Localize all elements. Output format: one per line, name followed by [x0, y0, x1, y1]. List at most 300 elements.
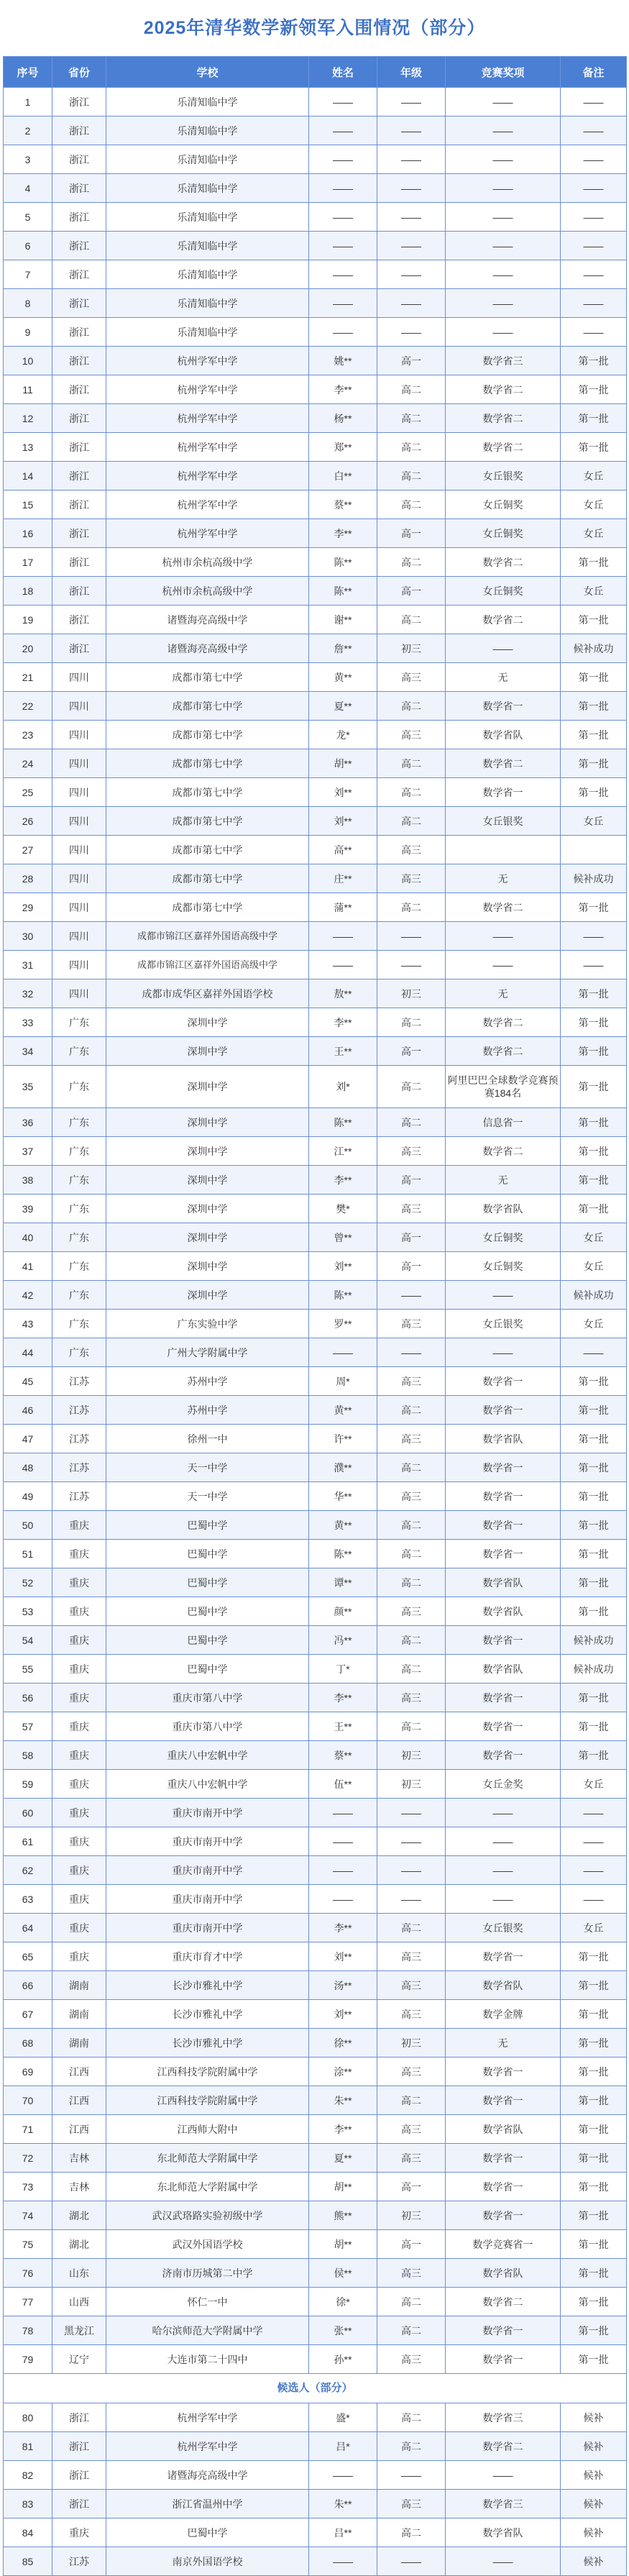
- table-row: [4, 289, 627, 318]
- table-row: [4, 1108, 627, 1137]
- cell-index: 57: [4, 1712, 52, 1741]
- cell-school: 深圳中学: [106, 1195, 309, 1223]
- cell-province: 江西: [52, 2086, 106, 2115]
- cell-school: 杭州学军中学: [106, 2432, 309, 2461]
- cell-grade: 高二: [377, 2316, 446, 2345]
- cell-school: 成都市第七中学: [106, 692, 309, 721]
- cell-school: 重庆市南开中学: [106, 1914, 309, 1942]
- cell-grade: 高二: [377, 462, 446, 490]
- cell-award: 数学省一: [446, 1540, 561, 1568]
- cell-award: 数学省一: [446, 1453, 561, 1482]
- cell-school: 深圳中学: [106, 1137, 309, 1166]
- cell-note: 第一批: [561, 1367, 627, 1396]
- cell-grade: 高三: [377, 2345, 446, 2374]
- cell-province: 广东: [52, 1338, 106, 1367]
- cell-index: 11: [4, 375, 52, 404]
- table-row: [4, 1799, 627, 1827]
- cell-province: 四川: [52, 778, 106, 807]
- table-row: [4, 692, 627, 721]
- cell-index: 85: [4, 2547, 52, 2576]
- cell-grade: 初三: [377, 979, 446, 1008]
- cell-grade: 高三: [377, 2144, 446, 2173]
- cell-grade: ——: [377, 2547, 446, 2576]
- cell-name: 谢**: [309, 606, 377, 634]
- cell-province: 四川: [52, 663, 106, 692]
- cell-school: 成都市第七中学: [106, 864, 309, 893]
- table-row: [4, 1037, 627, 1066]
- cell-note: ——: [561, 1856, 627, 1885]
- cell-note: 第一批: [561, 1066, 627, 1108]
- cell-name: 陈**: [309, 577, 377, 606]
- cell-index: 7: [4, 260, 52, 289]
- cell-name: ——: [309, 2547, 377, 2576]
- cell-grade: 高三: [377, 663, 446, 692]
- cell-grade: 高一: [377, 577, 446, 606]
- cell-award: 数学省一: [446, 1396, 561, 1425]
- cell-school: 东北师范大学附属中学: [106, 2173, 309, 2201]
- cell-name: ——: [309, 1338, 377, 1367]
- cell-note: 第一批: [561, 1568, 627, 1597]
- cell-school: 天一中学: [106, 1453, 309, 1482]
- table-row: [4, 1684, 627, 1712]
- cell-province: 广东: [52, 1281, 106, 1310]
- cell-province: 四川: [52, 893, 106, 922]
- table-row: [4, 577, 627, 606]
- cell-province: 江西: [52, 2057, 106, 2086]
- cell-index: 24: [4, 749, 52, 778]
- cell-index: 63: [4, 1885, 52, 1914]
- table-row: [4, 1310, 627, 1338]
- cell-name: 徐*: [309, 2288, 377, 2316]
- table-row: [4, 260, 627, 289]
- cell-province: 辽宁: [52, 2345, 106, 2374]
- cell-award: 数学省队: [446, 1568, 561, 1597]
- cell-name: 吕**: [309, 2518, 377, 2547]
- cell-name: 李**: [309, 1914, 377, 1942]
- cell-grade: 高二: [377, 2403, 446, 2432]
- cell-index: 68: [4, 2029, 52, 2057]
- cell-province: 重庆: [52, 1712, 106, 1741]
- cell-province: 重庆: [52, 1511, 106, 1540]
- cell-grade: 高二: [377, 1108, 446, 1137]
- cell-note: 第一批: [561, 692, 627, 721]
- cell-award: 数学省一: [446, 2057, 561, 2086]
- cell-grade: 高一: [377, 347, 446, 375]
- cell-grade: 高二: [377, 1396, 446, 1425]
- table-row: [4, 1568, 627, 1597]
- cell-index: 36: [4, 1108, 52, 1137]
- cell-province: 四川: [52, 692, 106, 721]
- cell-note: 第一批: [561, 778, 627, 807]
- cell-note: 第一批: [561, 1597, 627, 1626]
- cell-index: 60: [4, 1799, 52, 1827]
- cell-grade: 高二: [377, 2086, 446, 2115]
- cell-school: 哈尔滨师范大学附属中学: [106, 2316, 309, 2345]
- cell-note: ——: [561, 260, 627, 289]
- cell-province: 江苏: [52, 2547, 106, 2576]
- cell-index: 16: [4, 519, 52, 548]
- cell-index: 6: [4, 232, 52, 260]
- cell-award: ——: [446, 1338, 561, 1367]
- cell-award: 数学省二: [446, 749, 561, 778]
- cell-grade: ——: [377, 1338, 446, 1367]
- cell-index: 2: [4, 117, 52, 145]
- cell-note: 第一批: [561, 548, 627, 577]
- cell-province: 重庆: [52, 2518, 106, 2547]
- cell-grade: 高二: [377, 2518, 446, 2547]
- cell-award: 女丘铜奖: [446, 577, 561, 606]
- table-row: [4, 2259, 627, 2288]
- cell-index: 13: [4, 433, 52, 462]
- cell-name: 陈**: [309, 548, 377, 577]
- table-row: [4, 634, 627, 663]
- cell-grade: 高三: [377, 2000, 446, 2029]
- cell-school: 乐清知临中学: [106, 289, 309, 318]
- cell-name: 张**: [309, 2316, 377, 2345]
- cell-award: ——: [446, 922, 561, 951]
- cell-award: 数学省二: [446, 2432, 561, 2461]
- cell-award: 数学省二: [446, 548, 561, 577]
- cell-award: 数学省二: [446, 433, 561, 462]
- cell-index: 32: [4, 979, 52, 1008]
- cell-note: 第一批: [561, 1684, 627, 1712]
- table-row: [4, 2000, 627, 2029]
- table-row: [4, 951, 627, 979]
- cell-school: 乐清知临中学: [106, 88, 309, 117]
- cell-province: 重庆: [52, 1684, 106, 1712]
- table-row: [4, 2547, 627, 2576]
- cell-grade: 高三: [377, 1425, 446, 1453]
- cell-index: 12: [4, 404, 52, 433]
- cell-name: 谭**: [309, 1568, 377, 1597]
- cell-school: 深圳中学: [106, 1037, 309, 1066]
- cell-index: 71: [4, 2115, 52, 2144]
- table-row: [4, 1453, 627, 1482]
- table-row: [4, 979, 627, 1008]
- cell-award: 数学金牌: [446, 2000, 561, 2029]
- cell-index: 40: [4, 1223, 52, 1252]
- table-row: [4, 1338, 627, 1367]
- cell-province: 山西: [52, 2288, 106, 2316]
- cell-note: 第一批: [561, 2086, 627, 2115]
- table-row: [4, 232, 627, 260]
- cell-province: 浙江: [52, 260, 106, 289]
- cell-award: ——: [446, 1856, 561, 1885]
- cell-school: 乐清知临中学: [106, 318, 309, 347]
- cell-province: 浙江: [52, 548, 106, 577]
- cell-index: 27: [4, 836, 52, 864]
- waitlist-table-body: [4, 2403, 627, 2576]
- cell-award: ——: [446, 260, 561, 289]
- cell-province: 江西: [52, 2115, 106, 2144]
- cell-note: 第一批: [561, 433, 627, 462]
- cell-award: ——: [446, 2547, 561, 2576]
- cell-grade: 高二: [377, 1655, 446, 1684]
- cell-award: 女丘铜奖: [446, 490, 561, 519]
- cell-award: 女丘银奖: [446, 1310, 561, 1338]
- waitlist-section: [4, 2374, 627, 2403]
- table-row: [4, 1066, 627, 1108]
- cell-award: 无: [446, 1166, 561, 1195]
- cell-note: 候补: [561, 2403, 627, 2432]
- cell-index: 75: [4, 2230, 52, 2259]
- cell-school: 怀仁一中: [106, 2288, 309, 2316]
- table-row: [4, 1482, 627, 1511]
- cell-name: ——: [309, 1827, 377, 1856]
- cell-name: 胡**: [309, 749, 377, 778]
- table-row: [4, 721, 627, 749]
- cell-school: 巴蜀中学: [106, 1655, 309, 1684]
- cell-award: 数学省一: [446, 1511, 561, 1540]
- table-row: [4, 606, 627, 634]
- cell-note: 第一批: [561, 2029, 627, 2057]
- cell-note: 第一批: [561, 2288, 627, 2316]
- cell-name: 江**: [309, 1137, 377, 1166]
- cell-award: 数学省二: [446, 1008, 561, 1037]
- cell-index: 61: [4, 1827, 52, 1856]
- cell-note: 候补: [561, 2461, 627, 2490]
- cell-note: 第一批: [561, 749, 627, 778]
- cell-grade: 高一: [377, 2173, 446, 2201]
- cell-grade: 高一: [377, 519, 446, 548]
- cell-province: 重庆: [52, 1942, 106, 1971]
- cell-province: 广东: [52, 1166, 106, 1195]
- table-row: [4, 1914, 627, 1942]
- cell-award: ——: [446, 88, 561, 117]
- cell-grade: 高一: [377, 2230, 446, 2259]
- cell-award: ——: [446, 289, 561, 318]
- table-row: [4, 2288, 627, 2316]
- cell-province: 浙江: [52, 462, 106, 490]
- cell-province: 浙江: [52, 2432, 106, 2461]
- cell-name: 李**: [309, 1008, 377, 1037]
- cell-school: 巴蜀中学: [106, 1511, 309, 1540]
- cell-school: 重庆市育才中学: [106, 1942, 309, 1971]
- cell-index: 83: [4, 2490, 52, 2518]
- cell-name: 李**: [309, 519, 377, 548]
- cell-province: 重庆: [52, 1741, 106, 1770]
- cell-school: 天一中学: [106, 1482, 309, 1511]
- cell-award: 女丘铜奖: [446, 1223, 561, 1252]
- cell-award: 数学省队: [446, 2259, 561, 2288]
- cell-name: ——: [309, 174, 377, 203]
- cell-school: 乐清知临中学: [106, 260, 309, 289]
- cell-province: 浙江: [52, 203, 106, 232]
- cell-province: 四川: [52, 836, 106, 864]
- cell-note: ——: [561, 88, 627, 117]
- cell-school: 诸暨海亮高级中学: [106, 606, 309, 634]
- cell-school: 乐清知临中学: [106, 203, 309, 232]
- cell-school: 成都市锦江区嘉祥外国语高级中学: [106, 951, 309, 979]
- cell-name: 蔡**: [309, 1741, 377, 1770]
- cell-note: ——: [561, 289, 627, 318]
- cell-note: 第一批: [561, 1971, 627, 2000]
- cell-name: 刘*: [309, 1066, 377, 1108]
- header-index: 序号: [4, 57, 52, 88]
- cell-name: 曾**: [309, 1223, 377, 1252]
- cell-note: 女丘: [561, 519, 627, 548]
- cell-name: 王**: [309, 1712, 377, 1741]
- cell-name: 熊**: [309, 2201, 377, 2230]
- cell-province: 重庆: [52, 1626, 106, 1655]
- cell-province: 浙江: [52, 375, 106, 404]
- cell-index: 30: [4, 922, 52, 951]
- cell-note: 女丘: [561, 807, 627, 836]
- cell-school: 重庆市南开中学: [106, 1827, 309, 1856]
- cell-award: 数学省二: [446, 2288, 561, 2316]
- cell-name: 王**: [309, 1037, 377, 1066]
- cell-name: 伍**: [309, 1770, 377, 1799]
- cell-name: 李**: [309, 1684, 377, 1712]
- cell-name: 刘**: [309, 2000, 377, 2029]
- cell-school: 诸暨海亮高级中学: [106, 2461, 309, 2490]
- cell-award: 无: [446, 663, 561, 692]
- cell-index: 72: [4, 2144, 52, 2173]
- cell-grade: 高三: [377, 1597, 446, 1626]
- cell-award: ——: [446, 318, 561, 347]
- header-name: 姓名: [309, 57, 377, 88]
- cell-province: 江苏: [52, 1396, 106, 1425]
- cell-award: 数学省二: [446, 375, 561, 404]
- cell-grade: ——: [377, 951, 446, 979]
- table-row: [4, 2201, 627, 2230]
- cell-award: 数学省一: [446, 1367, 561, 1396]
- cell-school: 成都市第七中学: [106, 893, 309, 922]
- cell-province: 广东: [52, 1195, 106, 1223]
- cell-school: 重庆八中宏帆中学: [106, 1741, 309, 1770]
- cell-award: ——: [446, 203, 561, 232]
- cell-school: 长沙市雅礼中学: [106, 2000, 309, 2029]
- cell-award: 数学省一: [446, 692, 561, 721]
- cell-name: 周*: [309, 1367, 377, 1396]
- cell-province: 湖南: [52, 1971, 106, 2000]
- cell-note: 第一批: [561, 1195, 627, 1223]
- cell-award: 数学省二: [446, 404, 561, 433]
- table-row: [4, 519, 627, 548]
- cell-grade: 高三: [377, 1684, 446, 1712]
- cell-name: 夏**: [309, 2144, 377, 2173]
- cell-award: ——: [446, 634, 561, 663]
- cell-award: 数学竞赛省一: [446, 2230, 561, 2259]
- cell-province: 广东: [52, 1066, 106, 1108]
- cell-note: 第一批: [561, 347, 627, 375]
- cell-province: 浙江: [52, 433, 106, 462]
- cell-school: 长沙市雅礼中学: [106, 1971, 309, 2000]
- cell-note: 女丘: [561, 1310, 627, 1338]
- cell-grade: 初三: [377, 1741, 446, 1770]
- cell-province: 江苏: [52, 1482, 106, 1511]
- table-row: [4, 1511, 627, 1540]
- cell-index: 19: [4, 606, 52, 634]
- cell-note: 第一批: [561, 2115, 627, 2144]
- cell-index: 5: [4, 203, 52, 232]
- cell-grade: 高二: [377, 1066, 446, 1108]
- cell-note: 第一批: [561, 2345, 627, 2374]
- table-row: [4, 2086, 627, 2115]
- cell-grade: 高一: [377, 1166, 446, 1195]
- cell-grade: 高二: [377, 1453, 446, 1482]
- cell-school: 深圳中学: [106, 1252, 309, 1281]
- cell-grade: 高一: [377, 1223, 446, 1252]
- cell-grade: 高二: [377, 490, 446, 519]
- cell-school: 重庆市南开中学: [106, 1856, 309, 1885]
- cell-name: 郑**: [309, 433, 377, 462]
- cell-index: 18: [4, 577, 52, 606]
- cell-index: 58: [4, 1741, 52, 1770]
- cell-index: 20: [4, 634, 52, 663]
- cell-index: 8: [4, 289, 52, 318]
- cell-index: 56: [4, 1684, 52, 1712]
- cell-grade: 高二: [377, 375, 446, 404]
- cell-note: 候补成功: [561, 1655, 627, 1684]
- cell-name: 刘**: [309, 1942, 377, 1971]
- cell-grade: ——: [377, 117, 446, 145]
- cell-province: 重庆: [52, 1914, 106, 1942]
- cell-note: 第一批: [561, 979, 627, 1008]
- cell-note: ——: [561, 1827, 627, 1856]
- cell-province: 广东: [52, 1108, 106, 1137]
- cell-note: 第一批: [561, 1482, 627, 1511]
- cell-name: 盛*: [309, 2403, 377, 2432]
- cell-province: 浙江: [52, 318, 106, 347]
- cell-school: 深圳中学: [106, 1008, 309, 1037]
- cell-school: 杭州学军中学: [106, 375, 309, 404]
- table-row: [4, 1712, 627, 1741]
- cell-award: 女丘金奖: [446, 1770, 561, 1799]
- cell-name: 蔡**: [309, 490, 377, 519]
- cell-note: ——: [561, 117, 627, 145]
- table-row: [4, 1396, 627, 1425]
- cell-school: 重庆八中宏帆中学: [106, 1770, 309, 1799]
- cell-grade: 高三: [377, 1971, 446, 2000]
- cell-grade: 高三: [377, 2490, 446, 2518]
- cell-grade: ——: [377, 174, 446, 203]
- cell-grade: 高二: [377, 548, 446, 577]
- cell-name: ——: [309, 922, 377, 951]
- cell-province: 吉林: [52, 2173, 106, 2201]
- cell-school: 杭州学军中学: [106, 2403, 309, 2432]
- cell-province: 重庆: [52, 1540, 106, 1568]
- cell-index: 78: [4, 2316, 52, 2345]
- cell-note: 候补: [561, 2490, 627, 2518]
- cell-index: 38: [4, 1166, 52, 1195]
- cell-award: ——: [446, 1799, 561, 1827]
- cell-province: 重庆: [52, 1799, 106, 1827]
- cell-index: 47: [4, 1425, 52, 1453]
- cell-province: 浙江: [52, 519, 106, 548]
- cell-note: 第一批: [561, 2144, 627, 2173]
- cell-index: 10: [4, 347, 52, 375]
- cell-index: 41: [4, 1252, 52, 1281]
- cell-province: 重庆: [52, 1856, 106, 1885]
- cell-index: 73: [4, 2173, 52, 2201]
- cell-index: 35: [4, 1066, 52, 1108]
- cell-award: 数学省队: [446, 2115, 561, 2144]
- cell-note: 第一批: [561, 663, 627, 692]
- cell-school: 江西科技学院附属中学: [106, 2086, 309, 2115]
- table-row: [4, 2403, 627, 2432]
- cell-award: ——: [446, 1281, 561, 1310]
- cell-note: 女丘: [561, 1914, 627, 1942]
- cell-province: 浙江: [52, 2403, 106, 2432]
- cell-grade: 高三: [377, 1367, 446, 1396]
- cell-note: 第一批: [561, 1137, 627, 1166]
- cell-index: 65: [4, 1942, 52, 1971]
- cell-school: 成都市第七中学: [106, 807, 309, 836]
- cell-name: 庄**: [309, 864, 377, 893]
- cell-province: 重庆: [52, 1885, 106, 1914]
- cell-note: 第一批: [561, 1540, 627, 1568]
